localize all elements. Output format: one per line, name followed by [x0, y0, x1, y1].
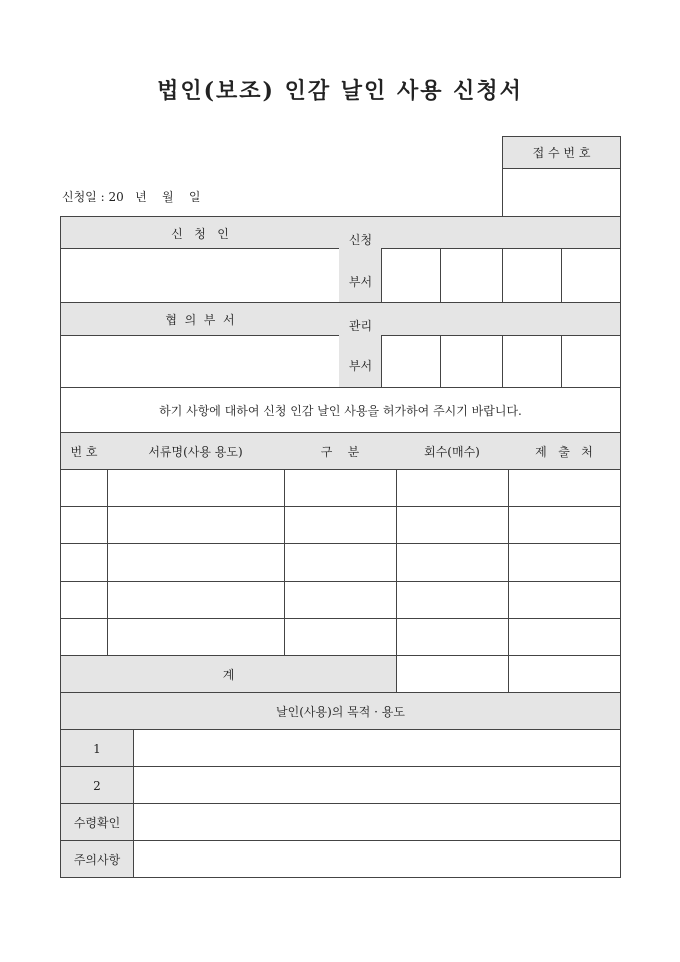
form-title: 법인(보조) 인감 날인 사용 신청서 — [157, 78, 523, 104]
row-1-destination-cell[interactable] — [508, 469, 621, 507]
manage-approval-sign-4[interactable] — [561, 335, 621, 388]
col-header-count-text: 회수(매수) — [424, 445, 480, 459]
consult-header-text: 협 의 부 서 — [165, 313, 235, 327]
request-approval-sign-1[interactable] — [381, 248, 441, 303]
request-sentence — [60, 387, 621, 433]
request-sentence-text: 하기 사항에 대하여 신청 인감 날인 사용을 허가하여 주시기 바랍니다. — [159, 404, 522, 418]
request-approval-header-2 — [440, 216, 503, 249]
col-header-number-text: 번 호 — [70, 445, 98, 459]
col-header-number — [60, 432, 108, 470]
total-label-text: 계 — [222, 668, 235, 682]
row-1-category-cell[interactable] — [284, 469, 397, 507]
total-destination-field[interactable] — [508, 655, 621, 693]
col-header-category — [284, 432, 397, 470]
row-3-category-cell[interactable] — [284, 543, 397, 581]
row-2-count-cell[interactable] — [396, 506, 509, 544]
manage-approval-header-2 — [440, 302, 503, 336]
row-3-number-cell[interactable] — [60, 543, 108, 581]
row-3-count-cell[interactable] — [396, 543, 509, 581]
row-3-document-cell[interactable] — [107, 543, 285, 581]
row-5-category-cell[interactable] — [284, 618, 397, 656]
request-dept-label-1: 신청 — [348, 233, 373, 247]
applicant-header-text: 신 청 인 — [171, 226, 229, 241]
row-4-category-cell[interactable] — [284, 581, 397, 619]
row-5-document-cell[interactable] — [107, 618, 285, 656]
row-4-count-cell[interactable] — [396, 581, 509, 619]
request-approval-sign-3[interactable] — [502, 248, 562, 303]
row-5-destination-cell[interactable] — [508, 618, 621, 656]
request-dept-label — [339, 216, 382, 303]
receipt-confirm-field[interactable] — [133, 803, 621, 841]
purpose-label-1-text: 1 — [93, 741, 101, 756]
row-5-count-cell[interactable] — [396, 618, 509, 656]
purpose-header — [60, 692, 621, 730]
application-date: 신청일 : 20 년 월 일 — [62, 190, 201, 204]
row-4-number-cell[interactable] — [60, 581, 108, 619]
row-2-document-cell[interactable] — [107, 506, 285, 544]
purpose-label-2-text: 2 — [93, 778, 101, 793]
request-approval-sign-2[interactable] — [440, 248, 503, 303]
consult-field[interactable] — [60, 335, 340, 388]
manage-dept-label-2: 부서 — [348, 359, 373, 373]
request-approval-sign-4[interactable] — [561, 248, 621, 303]
receipt-label-text: 접 수 번 호 — [532, 146, 591, 160]
purpose-field-2[interactable] — [133, 766, 621, 804]
row-1-number-cell[interactable] — [60, 469, 108, 507]
row-2-category-cell[interactable] — [284, 506, 397, 544]
request-dept-label-2: 부서 — [348, 275, 373, 289]
manage-dept-label — [339, 302, 382, 388]
receipt-confirm-label-text: 수령확인 — [73, 816, 121, 830]
receipt-number-field[interactable] — [502, 168, 621, 216]
row-5-number-cell[interactable] — [60, 618, 108, 656]
request-approval-header-4 — [561, 216, 621, 249]
caution-label-text: 주의사항 — [73, 852, 121, 867]
applicant-header — [60, 216, 340, 249]
row-2-number-cell[interactable] — [60, 506, 108, 544]
col-header-category-text: 구 분 — [320, 445, 360, 459]
manage-approval-sign-3[interactable] — [502, 335, 562, 388]
purpose-label-1 — [60, 729, 134, 767]
total-count-field[interactable] — [396, 655, 509, 693]
request-approval-header-3 — [502, 216, 562, 249]
manage-approval-header-4 — [561, 302, 621, 336]
applicant-field[interactable] — [60, 248, 340, 303]
col-header-document-text: 서류명(사용 용도) — [148, 445, 243, 459]
purpose-field-1[interactable] — [133, 729, 621, 767]
col-header-document — [107, 432, 285, 470]
manage-approval-sign-1[interactable] — [381, 335, 441, 388]
row-4-destination-cell[interactable] — [508, 581, 621, 619]
receipt-label — [502, 136, 621, 169]
consult-header — [60, 302, 340, 336]
manage-dept-label-1: 관리 — [348, 319, 373, 333]
manage-approval-header-1 — [381, 302, 441, 336]
col-header-count — [396, 432, 509, 470]
manage-approval-sign-2[interactable] — [440, 335, 503, 388]
row-2-destination-cell[interactable] — [508, 506, 621, 544]
caution-field[interactable] — [133, 840, 621, 878]
row-1-count-cell[interactable] — [396, 469, 509, 507]
receipt-confirm-label — [60, 803, 134, 841]
col-header-destination-text: 제 출 처 — [535, 445, 593, 459]
caution-label — [60, 840, 134, 878]
row-4-document-cell[interactable] — [107, 581, 285, 619]
row-1-document-cell[interactable] — [107, 469, 285, 507]
row-3-destination-cell[interactable] — [508, 543, 621, 581]
manage-approval-header-3 — [502, 302, 562, 336]
purpose-header-text: 날인(사용)의 목적 · 용도 — [276, 705, 405, 719]
purpose-label-2 — [60, 766, 134, 804]
total-label — [60, 655, 397, 693]
col-header-destination — [508, 432, 621, 470]
request-approval-header-1 — [381, 216, 441, 249]
